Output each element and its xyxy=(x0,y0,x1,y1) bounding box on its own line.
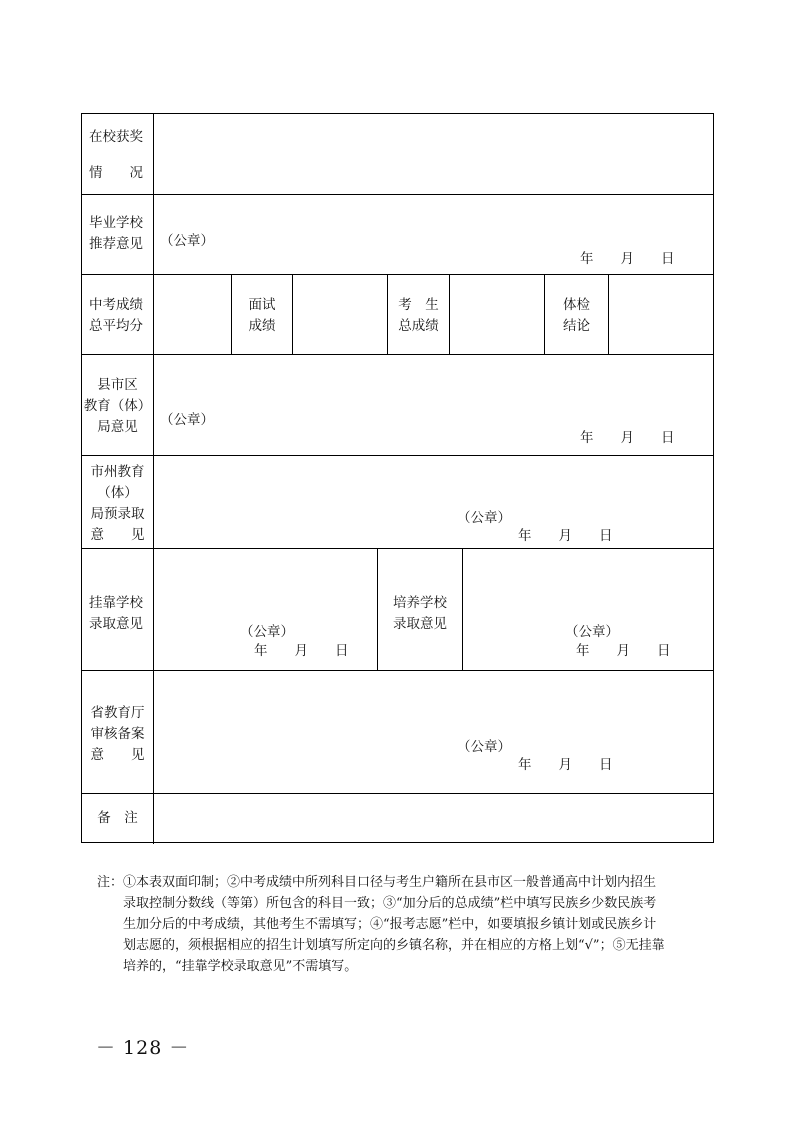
total-score-field[interactable] xyxy=(450,275,544,354)
city-bureau-label: 市州教育 xyxy=(90,464,145,480)
affiliated-school-label: 挂靠学校 xyxy=(89,595,143,611)
seal-placeholder: （公章） xyxy=(457,739,511,755)
physical-exam-field[interactable] xyxy=(609,275,713,354)
remarks-label: 备 注 xyxy=(97,810,138,826)
interview-score-label: 面试 xyxy=(248,297,276,313)
row-divider xyxy=(82,455,713,456)
footnote-line: 录取控制分数线（等第）所包含的科目一致；③“加分后的总成绩”栏中填写民族乡少数民族考 xyxy=(123,896,657,911)
date-field: 年 月 日 xyxy=(576,643,671,659)
row-divider xyxy=(82,194,713,195)
school-recommend-label: 毕业学校 xyxy=(89,215,143,231)
city-bureau-label: 意 见 xyxy=(90,527,145,543)
county-bureau-label: 县市区 xyxy=(97,377,138,393)
total-score-label: 考 生 xyxy=(398,297,439,313)
registration-form-table xyxy=(81,113,714,843)
seal-placeholder: （公章） xyxy=(457,510,511,526)
date-field: 年 月 日 xyxy=(254,643,349,659)
physical-exam-label: 体检 xyxy=(563,297,590,313)
row-divider xyxy=(82,354,713,355)
date-field: 年 月 日 xyxy=(580,251,675,267)
page-number: － 128 － xyxy=(96,1037,190,1059)
province-label: 审核备案 xyxy=(90,726,145,742)
seal-placeholder: （公章） xyxy=(565,624,619,640)
score-average-field[interactable] xyxy=(154,275,231,354)
column-divider xyxy=(462,548,463,670)
seal-placeholder: （公章） xyxy=(240,624,294,640)
footnote-line: 生加分后的中考成绩，其他考生不需填写；④“报考志愿”栏中，如要填报乡镇计划或民族乡计 xyxy=(123,917,657,932)
footnote xyxy=(97,872,713,977)
seal-placeholder: （公章） xyxy=(160,233,214,249)
school-recommend-label: 推荐意见 xyxy=(89,236,143,252)
county-bureau-label: 教育（体） xyxy=(83,398,152,414)
seal-placeholder: （公章） xyxy=(160,412,214,428)
physical-exam-label: 结论 xyxy=(563,318,590,334)
score-average-label: 总平均分 xyxy=(89,318,143,334)
row-divider xyxy=(82,670,713,671)
awards-field[interactable] xyxy=(154,114,713,194)
city-bureau-label: 局预录取 xyxy=(90,506,145,522)
province-label: 意 见 xyxy=(90,747,145,763)
awards-label: 情 况 xyxy=(89,165,143,181)
total-score-label: 总成绩 xyxy=(398,318,439,334)
affiliated-school-label: 录取意见 xyxy=(89,616,143,632)
label-column-divider xyxy=(153,114,154,844)
row-divider xyxy=(82,548,713,549)
footnote-line: 注：①本表双面印制；②中考成绩中所列科目口径与考生户籍所在县市区一般普通高中计划内招生 xyxy=(97,875,657,890)
score-average-label: 中考成绩 xyxy=(89,297,143,313)
footnote-line: 培养的，“挂靠学校录取意见”不需填写。 xyxy=(123,959,358,974)
awards-label: 在校获奖 xyxy=(89,129,143,145)
footnote-line: 划志愿的，须根据相应的招生计划填写所定向的乡镇名称，并在相应的方格上划“√”；⑤无挂靠 xyxy=(123,938,665,953)
training-school-label: 录取意见 xyxy=(393,616,447,632)
date-field: 年 月 日 xyxy=(580,430,675,446)
city-bureau-label: （体） xyxy=(97,485,138,501)
date-field: 年 月 日 xyxy=(518,757,613,773)
date-field: 年 月 日 xyxy=(518,528,613,544)
county-bureau-label: 局意见 xyxy=(97,419,138,435)
remarks-field[interactable] xyxy=(154,794,713,842)
training-school-label: 培养学校 xyxy=(393,595,447,611)
interview-score-field[interactable] xyxy=(293,275,387,354)
interview-score-label: 成绩 xyxy=(248,318,276,334)
province-label: 省教育厅 xyxy=(90,705,145,721)
